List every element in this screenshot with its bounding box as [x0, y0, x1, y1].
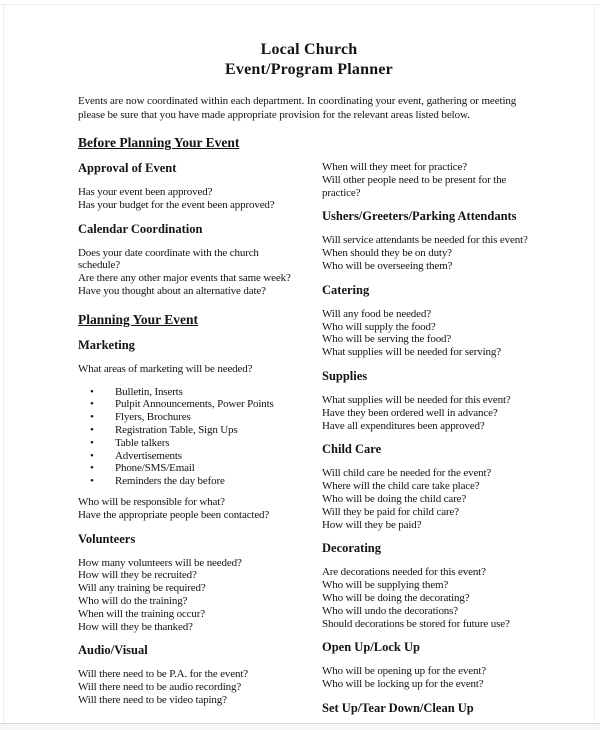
- question-line: Will any food be needed?: [322, 307, 431, 320]
- question-line: When should they be on duty?: [322, 247, 452, 260]
- section-heading: Child Care: [322, 442, 382, 457]
- page-edge-right: [594, 4, 595, 723]
- section-decorating: [322, 541, 540, 630]
- document-title: [78, 40, 540, 79]
- question-line: When will the training occur?: [78, 607, 205, 620]
- page-edge-top: [0, 4, 600, 5]
- section-catering: [322, 283, 540, 359]
- question-line: Should decorations be stored for future use?: [322, 617, 510, 630]
- question-line: Will they be paid for child care?: [322, 505, 459, 518]
- question-line: Who will be serving the food?: [322, 333, 452, 346]
- section-calendar: [78, 222, 298, 298]
- section-setup-teardown: [322, 701, 540, 716]
- question-line: Who will supply the food?: [322, 320, 436, 333]
- question-line: Who will be doing the decorating?: [322, 591, 470, 604]
- question-line: Will service attendants be needed for this event?: [322, 234, 528, 247]
- bullet-item: • Table talkers: [88, 437, 298, 450]
- page-content: [78, 40, 540, 726]
- section-child-care: [322, 442, 540, 531]
- question-line: Will other people need to be present for the practice?: [322, 173, 507, 199]
- question-line: Has your event been approved?: [78, 186, 213, 198]
- section-ushers: [322, 209, 540, 272]
- section-supplies: [322, 369, 540, 432]
- question-line: Will any training be required?: [78, 582, 206, 595]
- section-heading: Supplies: [322, 368, 368, 383]
- section-open-lock: [322, 640, 540, 691]
- bullet-item: • Flyers, Brochures: [88, 411, 298, 424]
- section-audio-visual: [78, 643, 298, 706]
- main-heading-planning: Planning Your Event: [78, 311, 199, 327]
- question-line: What supplies will be needed for serving?: [322, 346, 501, 359]
- section-heading: Catering: [322, 282, 370, 297]
- question-line: Will there need to be audio recording?: [78, 681, 242, 694]
- question-line: Who will be overseeing them?: [322, 259, 453, 272]
- title-line-2: Event/Program Planner: [225, 60, 393, 78]
- question-line: When will they meet for practice?: [322, 161, 468, 173]
- bullet-item: • Advertisements: [88, 450, 298, 463]
- question-line: Where will the child care take place?: [322, 480, 480, 493]
- bullet-item: • Pulpit Announcements, Power Points: [88, 398, 298, 411]
- question-line: Who will be locking up for the event?: [322, 678, 484, 691]
- question-line: Are there any other major events that same week?: [78, 272, 291, 285]
- question-line: How will they be recruited?: [78, 569, 197, 582]
- question-line: Have all expenditures been approved?: [322, 419, 485, 432]
- section-heading: Set Up/Tear Down/Clean Up: [322, 700, 474, 715]
- question-line: How will they be paid?: [322, 518, 422, 531]
- section-heading: Audio/Visual: [78, 643, 148, 658]
- two-column-body: [78, 134, 540, 726]
- title-line-1: Local Church: [260, 41, 358, 58]
- section-heading: Decorating: [322, 541, 382, 556]
- question-line: Who will undo the decorations?: [322, 604, 459, 617]
- bullet-item: • Reminders the day before: [88, 475, 298, 488]
- section-heading: Calendar Coordination: [78, 221, 203, 236]
- question-line: Have they been ordered well in advance?: [322, 406, 498, 419]
- intro-paragraph: Events are now coordinated within each department. In coordinating your event, gathering or meeting please be sure that you have made appropriate provision for the relevant areas listed below.: [78, 95, 517, 121]
- question-line: Who will do the training?: [78, 594, 188, 607]
- page-edge-left: [3, 4, 4, 723]
- question-line: Who will be doing the child care?: [322, 492, 467, 505]
- left-column: [78, 134, 298, 726]
- question-line: Will child care be needed for the event?: [322, 467, 492, 480]
- main-heading-before-planning: Before Planning Your Event: [78, 135, 240, 150]
- question-line: Have the appropriate people been contacted?: [78, 508, 270, 521]
- section-marketing: [78, 338, 298, 522]
- question-line: Has your budget for the event been approved?: [78, 198, 275, 211]
- bullet-item: • Registration Table, Sign Ups: [88, 424, 298, 437]
- question-line: Will there need to be P.A. for the event?: [78, 668, 248, 681]
- section-volunteers: [78, 532, 298, 634]
- section-heading: Marketing: [78, 337, 135, 352]
- section-heading: Ushers/Greeters/Parking Attendants: [322, 209, 517, 224]
- section-heading: Volunteers: [78, 531, 136, 546]
- section-practice-continued: [322, 161, 540, 199]
- question-line: How will they be thanked?: [78, 620, 193, 633]
- question-line: What supplies will be needed for this event?: [322, 393, 511, 406]
- question-line: How many volunteers will be needed?: [78, 556, 242, 569]
- marketing-bullet-list: [78, 386, 298, 488]
- question-line: Are decorations needed for this event?: [322, 566, 486, 579]
- bullet-item: • Bulletin, Inserts: [88, 386, 298, 399]
- bullet-item: • Phone/SMS/Email: [88, 462, 298, 475]
- right-column: [322, 134, 540, 726]
- question-line: Who will be opening up for the event?: [322, 665, 486, 678]
- question-line: Who will be supplying them?: [322, 579, 449, 592]
- question-line: Will there need to be video taping?: [78, 693, 227, 706]
- section-approval: [78, 161, 298, 212]
- section-heading: Approval of Event: [78, 161, 177, 175]
- question-line: Does your date coordinate with the church schedule?: [78, 246, 259, 272]
- section-heading: Open Up/Lock Up: [322, 640, 420, 655]
- question-line: Have you thought about an alternative date?: [78, 284, 266, 297]
- question-line: What areas of marketing will be needed?: [78, 362, 253, 375]
- question-line: Who will be responsible for what?: [78, 495, 225, 508]
